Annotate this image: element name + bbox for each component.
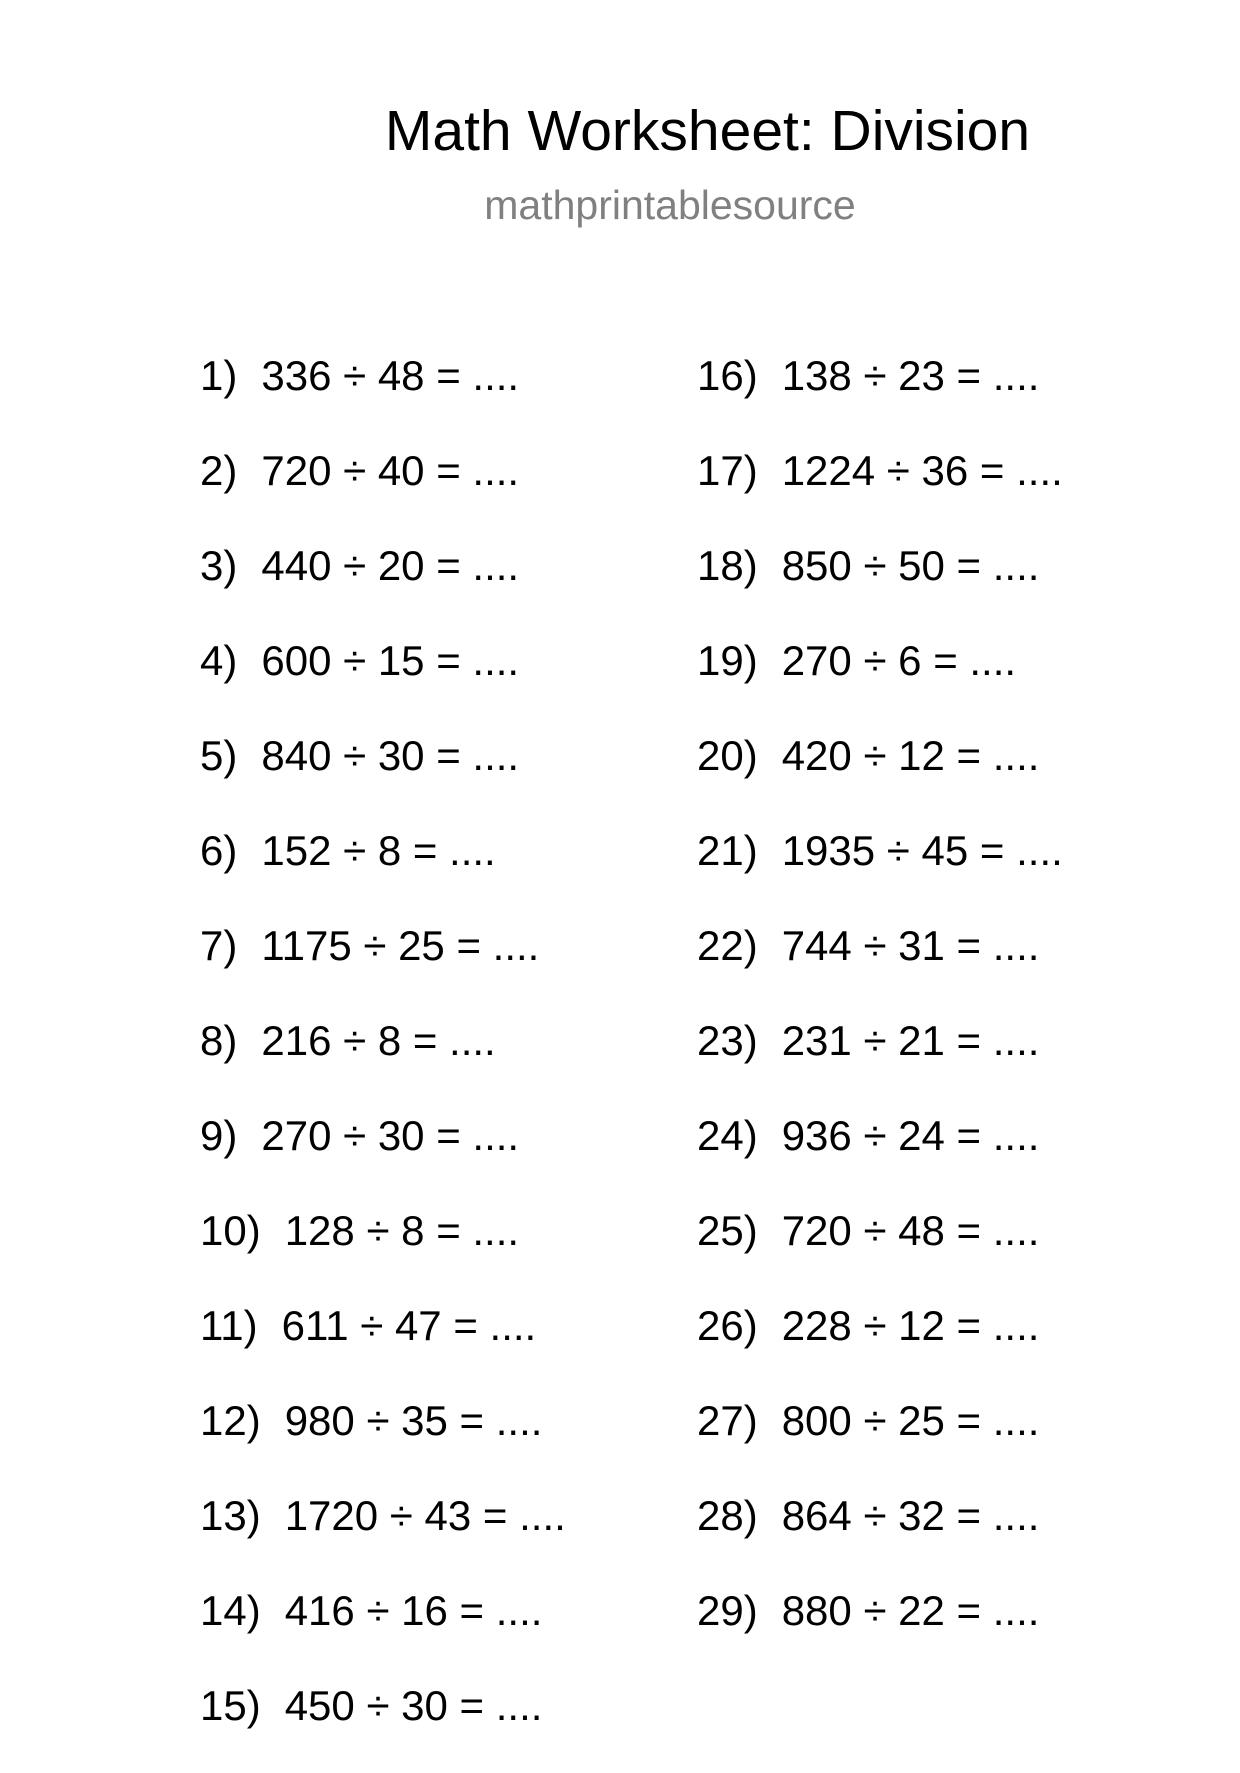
problem-number: 15) bbox=[200, 1682, 261, 1729]
problem-item bbox=[200, 1488, 566, 1583]
problem-expression: 420 ÷ 12 = .... bbox=[781, 732, 1040, 779]
problem-number: 16) bbox=[697, 352, 758, 399]
problem-number: 19) bbox=[697, 637, 758, 684]
problem-expression: 270 ÷ 30 = .... bbox=[261, 1112, 520, 1159]
problem-number: 25) bbox=[697, 1207, 758, 1254]
page-title: Math Worksheet: Division bbox=[384, 99, 1031, 163]
problem-number: 11) bbox=[200, 1302, 258, 1349]
problem-expression: 600 ÷ 15 = .... bbox=[261, 637, 520, 684]
problem-column-right bbox=[697, 348, 1063, 1678]
problem-number: 21) bbox=[697, 827, 758, 874]
problem-item bbox=[200, 918, 566, 1013]
problem-item bbox=[200, 1013, 566, 1108]
problem-number: 29) bbox=[697, 1587, 758, 1634]
problem-expression: 850 ÷ 50 = .... bbox=[781, 542, 1040, 589]
problem-item bbox=[697, 443, 1063, 538]
problem-item bbox=[697, 728, 1063, 823]
problem-item bbox=[200, 1298, 566, 1393]
problem-item bbox=[697, 348, 1063, 443]
problem-expression: 128 ÷ 8 = .... bbox=[284, 1207, 520, 1254]
problem-number: 4) bbox=[200, 637, 238, 684]
problem-number: 26) bbox=[697, 1302, 758, 1349]
problem-number: 28) bbox=[697, 1492, 758, 1539]
problem-number: 12) bbox=[200, 1397, 261, 1444]
problem-expression: 216 ÷ 8 = .... bbox=[261, 1017, 496, 1064]
problem-number: 20) bbox=[697, 732, 758, 779]
problem-expression: 611 ÷ 47 = .... bbox=[281, 1302, 537, 1349]
problem-number: 24) bbox=[697, 1112, 758, 1159]
problem-expression: 1224 ÷ 36 = .... bbox=[781, 447, 1063, 494]
problem-item bbox=[200, 728, 566, 823]
problem-expression: 980 ÷ 35 = .... bbox=[284, 1397, 543, 1444]
problem-column-left bbox=[200, 348, 566, 1773]
problem-number: 13) bbox=[200, 1492, 261, 1539]
problem-item bbox=[697, 823, 1063, 918]
problem-number: 27) bbox=[697, 1397, 758, 1444]
problem-item bbox=[200, 823, 566, 918]
problem-expression: 1720 ÷ 43 = .... bbox=[284, 1492, 566, 1539]
problem-expression: 138 ÷ 23 = .... bbox=[781, 352, 1040, 399]
problem-expression: 720 ÷ 40 = .... bbox=[261, 447, 520, 494]
problem-expression: 1175 ÷ 25 = .... bbox=[261, 922, 540, 969]
problem-expression: 440 ÷ 20 = .... bbox=[261, 542, 520, 589]
problem-number: 3) bbox=[200, 542, 238, 589]
problem-item bbox=[697, 918, 1063, 1013]
problem-item bbox=[200, 538, 566, 633]
problem-number: 2) bbox=[200, 447, 238, 494]
problem-item bbox=[697, 1013, 1063, 1108]
problem-expression: 880 ÷ 22 = .... bbox=[781, 1587, 1040, 1634]
problem-expression: 744 ÷ 31 = .... bbox=[781, 922, 1040, 969]
problem-item bbox=[200, 1393, 566, 1488]
problem-number: 5) bbox=[200, 732, 238, 779]
problem-expression: 231 ÷ 21 = .... bbox=[781, 1017, 1040, 1064]
problem-number: 10) bbox=[200, 1207, 261, 1254]
problem-number: 7) bbox=[200, 922, 238, 969]
problem-item bbox=[200, 633, 566, 728]
problem-item bbox=[200, 1583, 566, 1678]
problem-expression: 840 ÷ 30 = .... bbox=[261, 732, 520, 779]
problem-expression: 336 ÷ 48 = .... bbox=[261, 352, 520, 399]
problem-expression: 270 ÷ 6 = .... bbox=[781, 637, 1017, 684]
problem-item bbox=[697, 1298, 1063, 1393]
problem-number: 14) bbox=[200, 1587, 261, 1634]
problem-item bbox=[697, 1583, 1063, 1678]
problem-expression: 450 ÷ 30 = .... bbox=[284, 1682, 543, 1729]
problem-item bbox=[200, 348, 566, 443]
problem-number: 6) bbox=[200, 827, 238, 874]
problem-item bbox=[697, 1203, 1063, 1298]
problem-expression: 800 ÷ 25 = .... bbox=[781, 1397, 1040, 1444]
problem-number: 9) bbox=[200, 1112, 238, 1159]
problem-item bbox=[697, 1108, 1063, 1203]
problem-expression: 228 ÷ 12 = .... bbox=[781, 1302, 1040, 1349]
problem-number: 22) bbox=[697, 922, 758, 969]
problem-number: 8) bbox=[200, 1017, 238, 1064]
problem-expression: 1935 ÷ 45 = .... bbox=[781, 827, 1063, 874]
problem-item bbox=[200, 1678, 566, 1773]
problem-expression: 864 ÷ 32 = .... bbox=[781, 1492, 1040, 1539]
problem-number: 18) bbox=[697, 542, 758, 589]
problem-item bbox=[200, 1203, 566, 1298]
problem-number: 17) bbox=[697, 447, 758, 494]
problem-expression: 416 ÷ 16 = .... bbox=[284, 1587, 543, 1634]
problem-item bbox=[697, 633, 1063, 728]
problem-item bbox=[200, 1108, 566, 1203]
problem-expression: 152 ÷ 8 = .... bbox=[261, 827, 496, 874]
problem-expression: 720 ÷ 48 = .... bbox=[781, 1207, 1040, 1254]
problem-item bbox=[697, 538, 1063, 633]
problem-number: 23) bbox=[697, 1017, 758, 1064]
problem-expression: 936 ÷ 24 = .... bbox=[781, 1112, 1040, 1159]
page-subtitle: mathprintablesource bbox=[484, 182, 856, 228]
problem-item bbox=[697, 1393, 1063, 1488]
problem-item bbox=[200, 443, 566, 538]
problem-item bbox=[697, 1488, 1063, 1583]
problem-number: 1) bbox=[200, 352, 238, 399]
